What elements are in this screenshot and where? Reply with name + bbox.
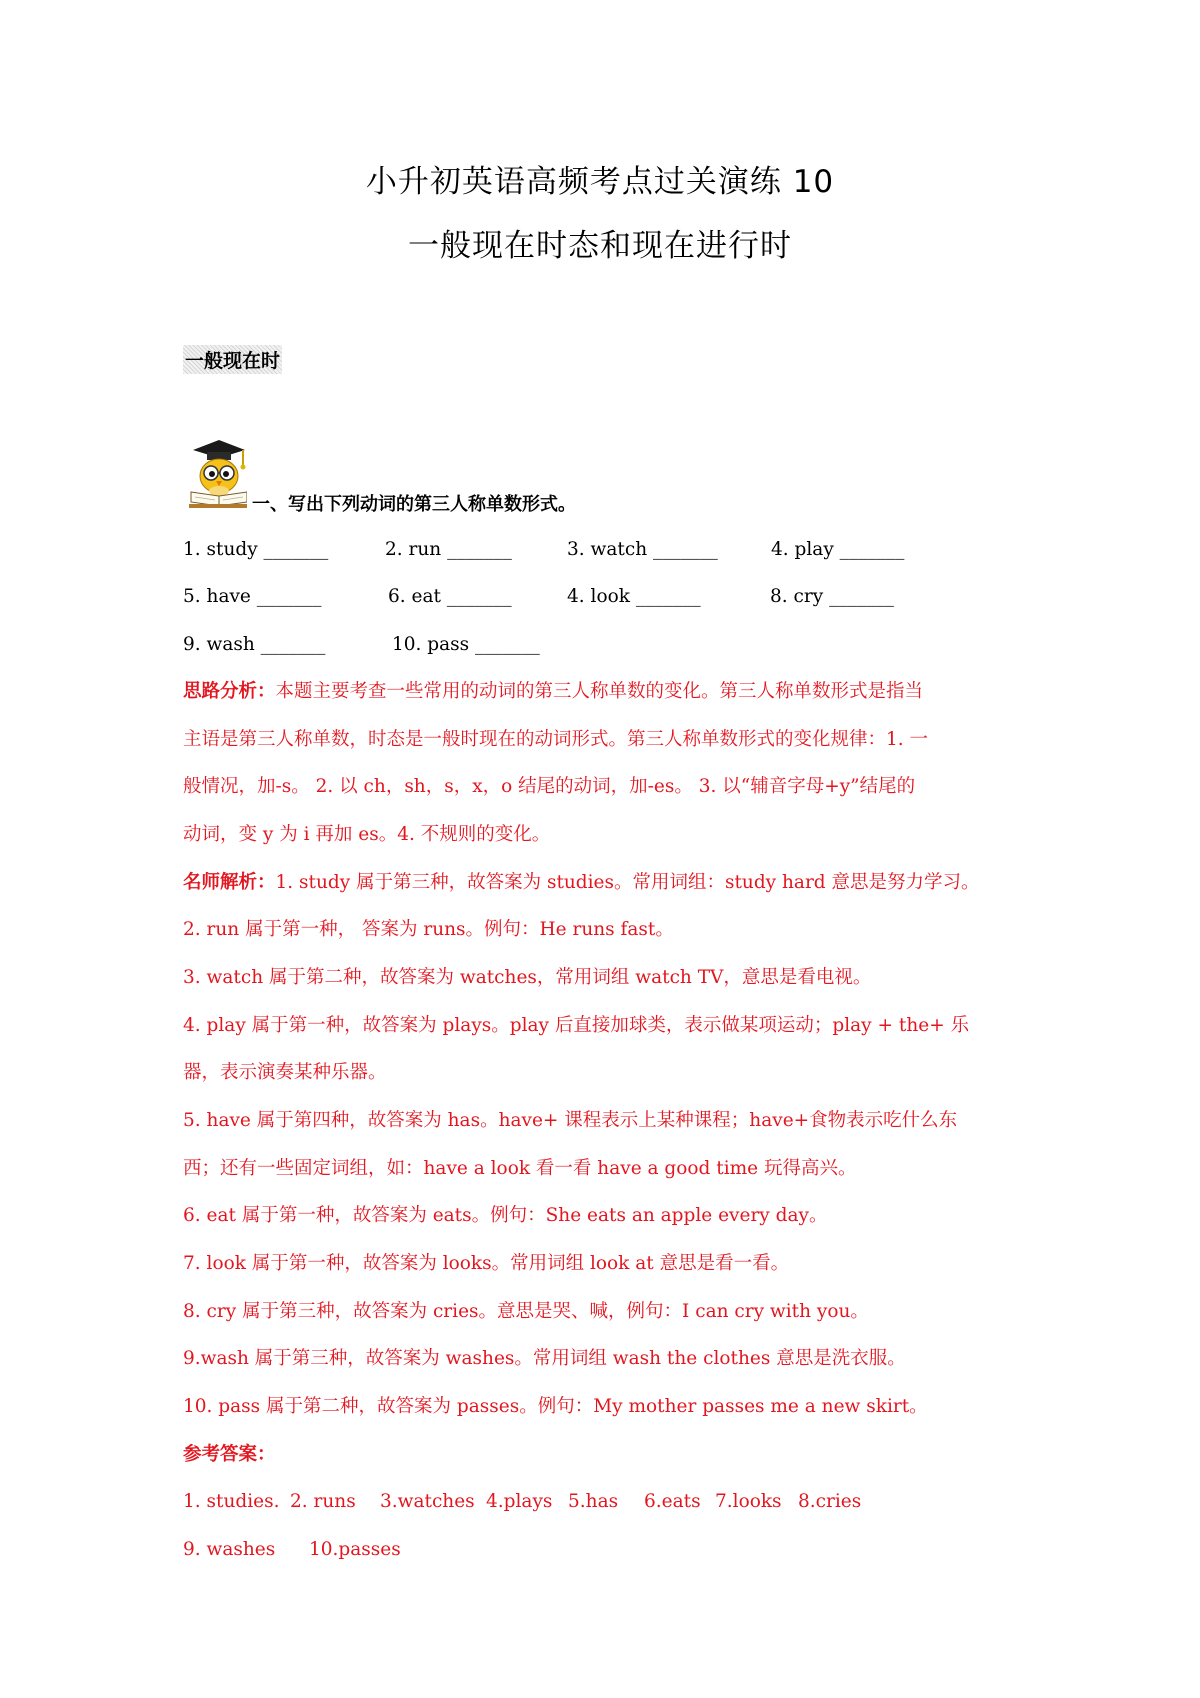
document-subtitle: 一般现在时态和现在进行时: [408, 228, 792, 264]
exercise-item: 1. study _______: [183, 539, 329, 560]
explanation-line: 4. play 属于第一种，故答案为 plays。play 后直接加球类，表示做某项运动；play + the+ 乐: [183, 1015, 970, 1036]
explanation-line: 5. have 属于第四种，故答案为 has。have+ 课程表示上某种课程；have+食物表示吃什么东: [183, 1110, 958, 1131]
explanation-line: 2. run 属于第一种， 答案为 runs。例句：He runs fast。: [183, 919, 674, 940]
reference-answer: 9. washes: [183, 1539, 276, 1560]
reference-label: 参考答案：: [183, 1444, 276, 1465]
explanation-line: 7. look 属于第一种，故答案为 looks。常用词组 look at 意思是看一看。: [183, 1253, 790, 1274]
analysis-label: 思路分析：: [183, 681, 276, 702]
explanation-line: 6. eat 属于第一种，故答案为 eats。例句：She eats an apple every day。: [183, 1205, 828, 1226]
reference-answer: 8.cries: [798, 1491, 862, 1512]
reference-answer: 3.watches: [380, 1491, 475, 1512]
reference-answer: 10.passes: [309, 1539, 401, 1560]
reference-answer: 6.eats: [644, 1491, 701, 1512]
explanation-line: 西；还有一些固定词组，如：have a look 看一看 have a good time 玩得高兴。: [183, 1158, 857, 1179]
exercise-item: 9. wash _______: [183, 634, 326, 655]
reference-answer: 7.looks: [715, 1491, 782, 1512]
exercise-item: 10. pass _______: [392, 634, 540, 655]
analysis-line: 主语是第三人称单数，时态是一般时现在的动词形式。第三人称单数形式的变化规律：1. 一: [183, 729, 929, 750]
reference-answer: 2. runs: [290, 1491, 356, 1512]
explanation-line: 10. pass 属于第二种，故答案为 passes。例句：My mother passes me a new skirt。: [183, 1396, 928, 1417]
analysis-line: 动词，变 y 为 i 再加 es。4. 不规则的变化。: [183, 824, 551, 845]
explanation-line: 器，表示演奏某种乐器。: [183, 1062, 387, 1083]
exercise-item: 4. play _______: [771, 539, 905, 560]
reference-answer: 4.plays: [486, 1491, 553, 1512]
explanation-line: 8. cry 属于第三种，故答案为 cries。意思是哭、喊，例句：I can cry with you。: [183, 1301, 869, 1322]
exercise-item: 6. eat _______: [388, 586, 512, 607]
exercise-item: 2. run _______: [385, 539, 512, 560]
reference-answer: 1. studies.: [183, 1491, 280, 1512]
analysis-line: 般情况，加-s。 2. 以 ch，sh，s，x，o 结尾的动词，加-es。 3. 以“辅音字母+y”结尾的: [183, 776, 916, 797]
exercise-item: 4. look _______: [567, 586, 701, 607]
explanation-line: 名师解析：1. study 属于第三种，故答案为 studies。常用词组：study hard 意思是努力学习。: [183, 872, 980, 893]
explanation-line: 3. watch 属于第二种，故答案为 watches，常用词组 watch TV，意思是看电视。: [183, 967, 872, 988]
question-heading: 一、写出下列动词的第三人称单数形式。: [252, 494, 576, 515]
document-title: 小升初英语高频考点过关演练 10: [365, 164, 835, 200]
exercise-item: 5. have _______: [183, 586, 322, 607]
exercise-item: 3. watch _______: [567, 539, 718, 560]
exercise-item: 8. cry _______: [770, 586, 894, 607]
owl-mascot-icon: [183, 436, 247, 508]
reference-answer: 5.has: [568, 1491, 619, 1512]
section-label: 一般现在时: [183, 345, 282, 374]
explanation-line: 9.wash 属于第三种，故答案为 washes。常用词组 wash the clothes 意思是洗衣服。: [183, 1348, 906, 1369]
analysis-line: 思路分析：本题主要考查一些常用的动词的第三人称单数的变化。第三人称单数形式是指当: [183, 681, 924, 702]
explanation-label: 名师解析：: [183, 872, 276, 893]
